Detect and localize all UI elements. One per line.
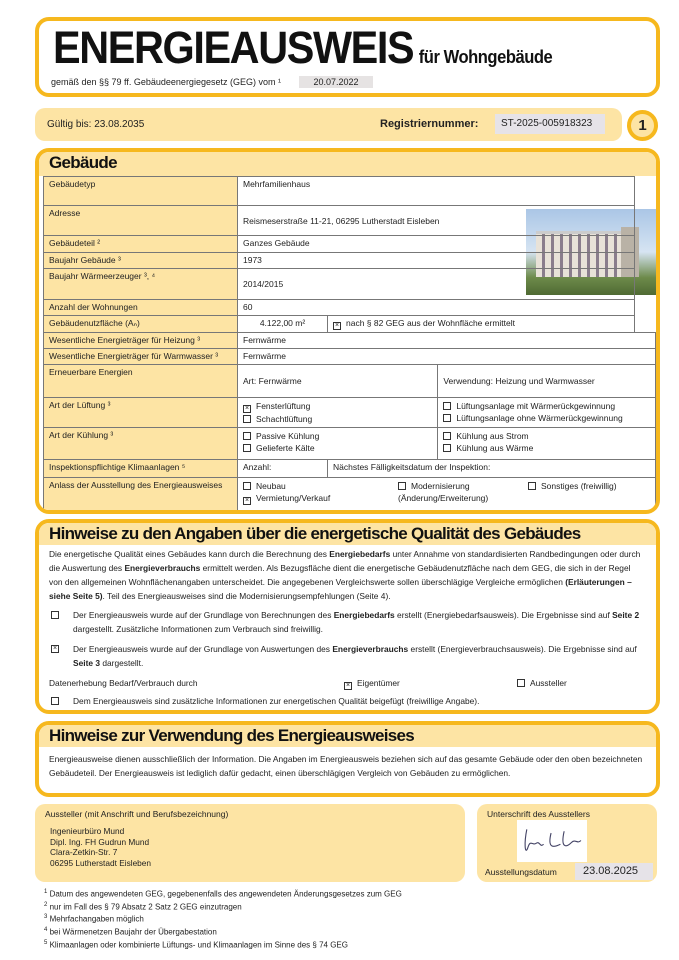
issuer-box bbox=[35, 804, 465, 882]
title: ENERGIEAUSWEIS für Wohngebäude bbox=[53, 22, 553, 73]
value-wohnungen: 60 bbox=[238, 300, 635, 316]
hinweise-intro: Die energetische Qualität eines Gebäudes kann durch die Berechnung des Energiebedarfs unter Annahme von standardisierten Randbedingungen oder durch die Auswertung des Energieverbrauchs ermittelt werden. Als Bezugsfläche dient die energetische Gebäudenutzfläche nach dem GEG, die sich in der Regel von den allgemeinen Wohnflächenangaben unterscheidet. Die angegebenen Vergleichswerte sollen überschlägige Vergleiche ermöglichen (Erläuterungen – siehe Seite 5). Teil des Energieausweises sind die Modernisierungsempfehlungen (Seite 4). bbox=[49, 549, 641, 601]
value-adresse: Reismeserstraße 11-21, 06295 Lutherstadt Eisleben bbox=[238, 206, 635, 236]
option-vermietung[interactable]: × Vermietung/Verkauf bbox=[244, 493, 331, 504]
verwendung-title: Hinweise zur Verwendung des Energieausweises bbox=[39, 725, 656, 747]
datenerhebung-row: Datenerhebung Bedarf/Verbrauch durch × Eigentümer Aussteller bbox=[49, 678, 567, 689]
footnote: $^2$ nur im Fall des § 79 Absatz 2 Satz 2 GEG einzutragen bbox=[44, 901, 242, 912]
label-gebaeudeteil: Gebäudeteil ² bbox=[44, 236, 238, 253]
option-kuehlung-strom[interactable]: Kühlung aus Strom bbox=[443, 430, 650, 442]
value-klima-anzahl: Anzahl: bbox=[238, 460, 328, 478]
valid-until: Gültig bis: 23.08.2035 bbox=[47, 119, 145, 130]
nutzflaeche-note: nach § 82 GEG aus der Wohnfläche ermittelt bbox=[346, 318, 515, 328]
issue-date-label: Ausstellungsdatum bbox=[485, 867, 557, 877]
option-lueftung-mit-wrg[interactable]: Lüftungsanlage mit Wärmerückgewinnung bbox=[443, 400, 650, 412]
footnote: $^1$ Datum des angewendeten GEG, gegebenenfalls des angewendeten Änderungsgesetzes zum GEG bbox=[44, 889, 402, 899]
law-line bbox=[51, 76, 373, 88]
option-passive-kuehlung[interactable]: Passive Kühlung bbox=[243, 430, 432, 442]
label-heizung: Wesentliche Energieträger für Heizung ³ bbox=[44, 333, 238, 349]
header-box bbox=[35, 17, 660, 97]
value-waermeerzeuger: 2014/2015 bbox=[238, 269, 635, 300]
option-sonstiges[interactable]: Sonstiges (freiwillig) bbox=[528, 480, 617, 492]
value-warmwasser: Fernwärme bbox=[238, 349, 656, 365]
validity-bar bbox=[35, 108, 622, 141]
verwendung-text: Energieausweise dienen ausschließlich der Information. Die Angaben im Energieausweis beziehen sich auf das gesamte Gebäude oder den oben bezeichneten Gebäudeteil. Der Energieausweis ist lediglich dafür gedacht, einen überschlägigen Vergleich von Gebäuden zu ermöglichen. bbox=[49, 754, 643, 778]
value-heizung: Fernwärme bbox=[238, 333, 656, 349]
option-eigentuemer[interactable]: × Eigentümer bbox=[345, 678, 400, 689]
checkbox-checked[interactable]: × bbox=[334, 322, 340, 329]
reg-number: ST-2025-005918323 bbox=[495, 114, 605, 134]
value-klima-datum: Nächstes Fälligkeitsdatum der Inspektion: bbox=[328, 460, 656, 478]
building-table bbox=[43, 176, 656, 512]
issue-date: 23.08.2025 bbox=[575, 863, 653, 880]
value-erneuerbar-art: Art: Fernwärme bbox=[238, 365, 438, 398]
footnote: $^3$ Mehrfachangaben möglich bbox=[44, 914, 144, 924]
subtitle: für Wohngebäude bbox=[418, 47, 553, 67]
label-baujahr: Baujahr Gebäude ³ bbox=[44, 253, 238, 269]
label-waermeerzeuger: Baujahr Wärmeerzeuger ³, ⁴ bbox=[44, 269, 238, 300]
value-erneuerbar-verwendung: Verwendung: Heizung und Warmwasser bbox=[438, 365, 656, 398]
option-kuehlung-waerme[interactable]: Kühlung aus Wärme bbox=[443, 442, 650, 454]
footnote: $^4$ bei Wärmenetzen Baujahr der Übergabestation bbox=[44, 926, 217, 937]
label-nutzflaeche: Gebäudenutzfläche (Aₙ) bbox=[44, 316, 238, 333]
footnote: $^5$ Klimaanlagen oder kombinierte Lüftungs- und Klimaanlagen im Sinne des § 74 GEG bbox=[44, 939, 348, 950]
verwendung-section bbox=[35, 721, 660, 797]
option-modernisierung[interactable]: Modernisierung (Änderung/Erweiterung) bbox=[398, 481, 489, 503]
label-kuehlung: Art der Kühlung ³ bbox=[44, 428, 238, 460]
valid-date: 23.08.2035 bbox=[94, 119, 145, 130]
option-neubau[interactable]: Neubau bbox=[243, 480, 650, 492]
option-aussteller[interactable]: Aussteller bbox=[517, 676, 567, 690]
page-number: 1 bbox=[627, 110, 658, 141]
footnotes bbox=[44, 887, 402, 950]
option-schachtlueftung[interactable]: Schachtlüftung bbox=[243, 413, 432, 425]
label-wohnungen: Anzahl der Wohnungen bbox=[44, 300, 238, 316]
label-warmwasser: Wesentliche Energieträger für Warmwasser ³ bbox=[44, 349, 238, 365]
reg-label: Registriernummer: bbox=[380, 118, 479, 130]
option-fensterlueftung[interactable]: × Fensterlüftung bbox=[244, 401, 311, 412]
label-anlass: Anlass der Ausstellung des Energieausweises bbox=[44, 478, 238, 512]
label-erneuerbar: Erneuerbare Energien bbox=[44, 365, 238, 398]
value-nutzflaeche: 4.122,00 m² bbox=[238, 316, 328, 333]
law-text: gemäß den §§ 79 ff. Gebäudeenergiegesetz (GEG) vom ¹ bbox=[51, 77, 281, 87]
hinweise-title: Hinweise zu den Angaben über die energetische Qualität des Gebäudes bbox=[39, 523, 656, 545]
label-adresse: Adresse bbox=[44, 206, 238, 236]
value-gebaeudeteil: Ganzes Gebäude bbox=[238, 236, 635, 253]
option-verbrauchsausweis[interactable]: × Der Energieausweis wurde auf der Grundlage von Auswertungen des Energieverbrauchs erstellt (Energieverbrauchsausweis). Die Ergebnisse sind auf Seite 3 dargestellt. bbox=[52, 644, 637, 668]
signature-image bbox=[517, 820, 587, 862]
option-bedarfsausweis[interactable]: Der Energieausweis wurde auf der Grundlage von Berechnungen des Energiebedarfs erstellt (Energiebedarfsausweis). Die Ergebnisse sind auf Seite 2 dargestellt. Zusätzliche Informationen zum Verbrauch sind freiwillig. bbox=[39, 606, 656, 638]
law-date: 20.07.2022 bbox=[299, 76, 372, 88]
label-gebaeudetyp: Gebäudetyp bbox=[44, 177, 238, 206]
label-klimaanlagen: Inspektionspflichtige Klimaanlagen ⁵ bbox=[44, 460, 238, 478]
signature-label: Unterschrift des Ausstellers bbox=[487, 809, 590, 819]
value-baujahr: 1973 bbox=[238, 253, 635, 269]
signature-box bbox=[477, 804, 657, 882]
option-zusatzinfo[interactable]: Dem Energieausweis sind zusätzliche Informationen zur energetischen Qualität beigefügt (freiwillige Angabe). bbox=[39, 692, 656, 710]
building-section bbox=[35, 148, 660, 514]
building-title: Gebäude bbox=[39, 152, 656, 176]
issuer-label: Aussteller (mit Anschrift und Berufsbezeichnung) bbox=[45, 809, 229, 819]
option-lueftung-ohne-wrg[interactable]: Lüftungsanlage ohne Wärmerückgewinnung bbox=[443, 412, 650, 424]
issuer-address: Ingenieurbüro Mund Dipl. Ing. FH Gudrun Mund Clara-Zetkin-Str. 7 06295 Lutherstadt Eisleben bbox=[50, 826, 152, 868]
label-lueftung: Art der Lüftung ³ bbox=[44, 398, 238, 428]
option-gelieferte-kaelte[interactable]: Gelieferte Kälte bbox=[243, 442, 432, 454]
hinweise-section bbox=[35, 519, 660, 714]
value-gebaeudetyp: Mehrfamilienhaus bbox=[238, 177, 635, 206]
